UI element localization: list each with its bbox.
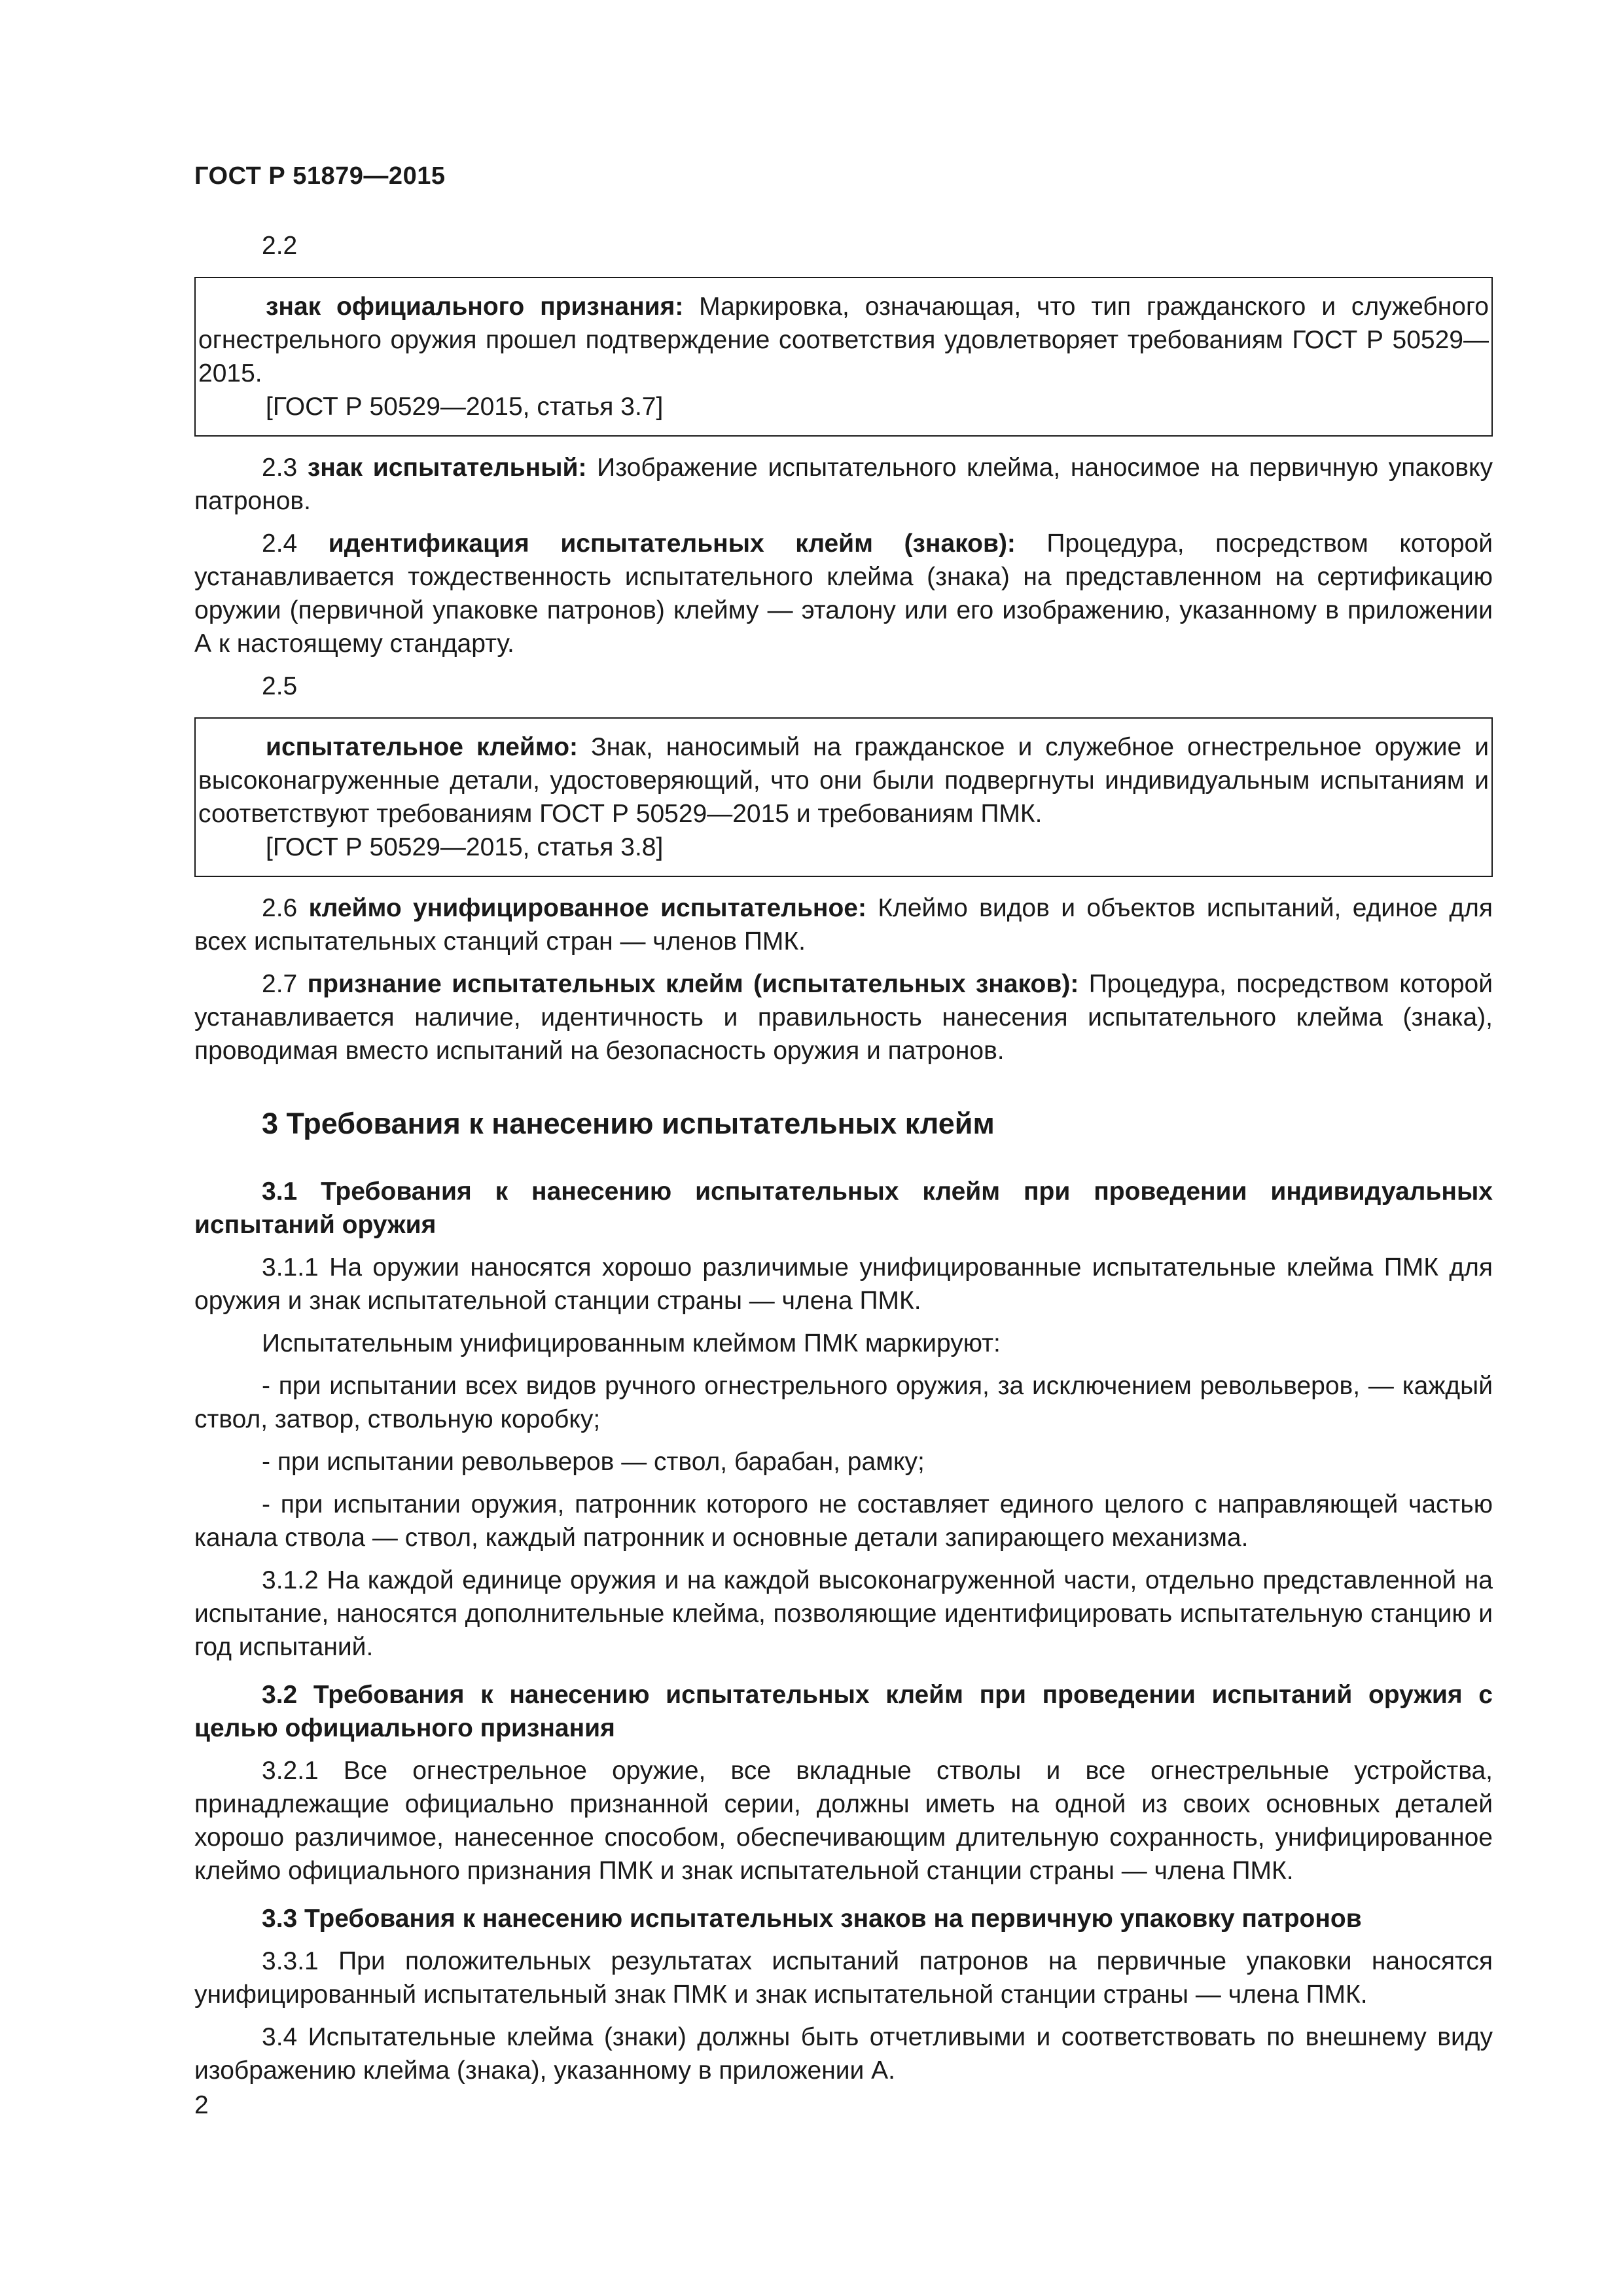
term-2-7: признание испытательных клейм (испытательных знаков):	[307, 970, 1079, 998]
source-reference-2-5: [ГОСТ Р 50529—2015, статья 3.8]	[266, 833, 664, 861]
subsection-3-1-title: 3.1 Требования к нанесению испытательных клейм при проведении индивидуальных испытаний оружия	[194, 1177, 1493, 1239]
list-item: - при испытании всех видов ручного огнестрельного оружия, за исключением револьверов, — каждый ствол, затвор, ствольную коробку;	[194, 1372, 1493, 1433]
term-2-3: знак испытательный:	[307, 454, 587, 482]
clause-3-1-2: 3.1.2 На каждой единице оружия и на каждой высоконагруженной части, отдельно представленной на испытание, наносятся дополнительные клейма, позволяющие идентифицировать испытательную станцию и год испытаний.	[194, 1566, 1493, 1661]
definition-2-2	[196, 290, 1491, 390]
definition-2-3	[194, 451, 1493, 518]
list-item: - при испытании оружия, патронник которого не составляет единого целого с направляющей частью канала ствола — ствол, каждый патронник и основные детали запирающего механизма.	[194, 1490, 1493, 1552]
definition-text-2-4: Процедура, посредством которой устанавливается тождественность испытательного клейма (знака) на представленном на сертификацию оружии (первичной упаковке патронов) клейму — эталону или его изображению, указанному в приложении А к настоящему стандарту.	[194, 529, 1493, 658]
clause-3-1-1: 3.1.1 На оружии наносятся хорошо различимые унифицированные испытательные клейма ПМК для оружия и знак испытательной станции страны — члена ПМК.	[194, 1253, 1493, 1315]
definition-2-7	[194, 967, 1493, 1067]
definition-box-2-5	[194, 717, 1493, 877]
definition-text-2-2: Маркировка, означающая, что тип гражданского и служебного огнестрельного оружия прошел подтверждение соответствия удовлетворяет требованиям ГОСТ Р 50529—2015.	[198, 293, 1489, 387]
item-number-2-5: 2.5	[262, 672, 298, 700]
page-number: 2	[194, 2091, 209, 2119]
clause-3-2-1: 3.2.1 Все огнестрельное оружие, все вкладные стволы и все огнестрельные устройства, принадлежащие официально признанной серии, должны иметь на одной из своих основных деталей хорошо различимое, нанесенное способом, обеспечивающим длительную сохранность, унифицированное клеймо официального признания ПМК и знак испытательной станции страны — члена ПМК.	[194, 1757, 1493, 1885]
item-number: 2.4	[262, 529, 329, 558]
clause-3-1-1-intro: Испытательным унифицированным клеймом ПМК маркируют:	[262, 1329, 1001, 1357]
section-3-title: 3 Требования к нанесению испытательных клейм	[262, 1107, 995, 1140]
subsection-3-3-title: 3.3 Требования к нанесению испытательных знаков на первичную упаковку патронов	[262, 1905, 1362, 1933]
item-number-2-2: 2.2	[262, 232, 298, 260]
clause-3-4: 3.4 Испытательные клейма (знаки) должны быть отчетливыми и соответствовать по внешнему виду изображению клейма (знака), указанному в приложении А.	[194, 2023, 1493, 2085]
item-number: 2.6	[262, 894, 309, 922]
definition-text-2-6: Клеймо видов и объектов испытаний, единое для всех испытательных станций стран — членов ПМК.	[194, 894, 1493, 956]
item-number: 2.3	[262, 454, 308, 482]
term-2-5: испытательное клеймо:	[266, 733, 579, 761]
definition-2-6	[194, 891, 1493, 958]
definition-2-4	[194, 527, 1493, 660]
clause-3-3-1: 3.3.1 При положительных результатах испытаний патронов на первичные упаковки наносятся унифицированный испытательный знак ПМК и знак испытательной станции страны — члена ПМК.	[194, 1947, 1493, 2009]
term-2-4: идентификация испытательных клейм (знаков):	[328, 529, 1016, 558]
term-2-6: клеймо унифицированное испытательное:	[308, 894, 866, 922]
document-body	[194, 229, 1493, 2087]
definition-text-2-5: Знак, наносимый на гражданское и служебное огнестрельное оружие и высоконагруженные детали, удостоверяющий, что они были подвергнуты индивидуальным испытаниям и соответствуют требованиям ГОСТ Р 50529—2015 и требованиям ПМК.	[198, 733, 1489, 828]
list-item: - при испытании револьверов — ствол, барабан, рамку;	[262, 1448, 925, 1476]
term-2-2: знак официального признания:	[266, 293, 684, 321]
definition-text-2-3: Изображение испытательного клейма, наносимое на первичную упаковку патронов.	[194, 454, 1493, 515]
definition-text-2-7: Процедура, посредством которой устанавливается наличие, идентичность и правильность нанесения испытательного клейма (знака), проводимая вместо испытаний на безопасность оружия и патронов.	[194, 970, 1493, 1065]
subsection-3-2-title: 3.2 Требования к нанесению испытательных клейм при проведении испытаний оружия с целью официального признания	[194, 1681, 1493, 1742]
item-number: 2.7	[262, 970, 308, 998]
definition-box-2-2	[194, 277, 1493, 437]
definition-2-5	[196, 730, 1491, 831]
document-header: ГОСТ Р 51879—2015	[194, 162, 446, 190]
source-reference-2-2: [ГОСТ Р 50529—2015, статья 3.7]	[266, 393, 664, 421]
